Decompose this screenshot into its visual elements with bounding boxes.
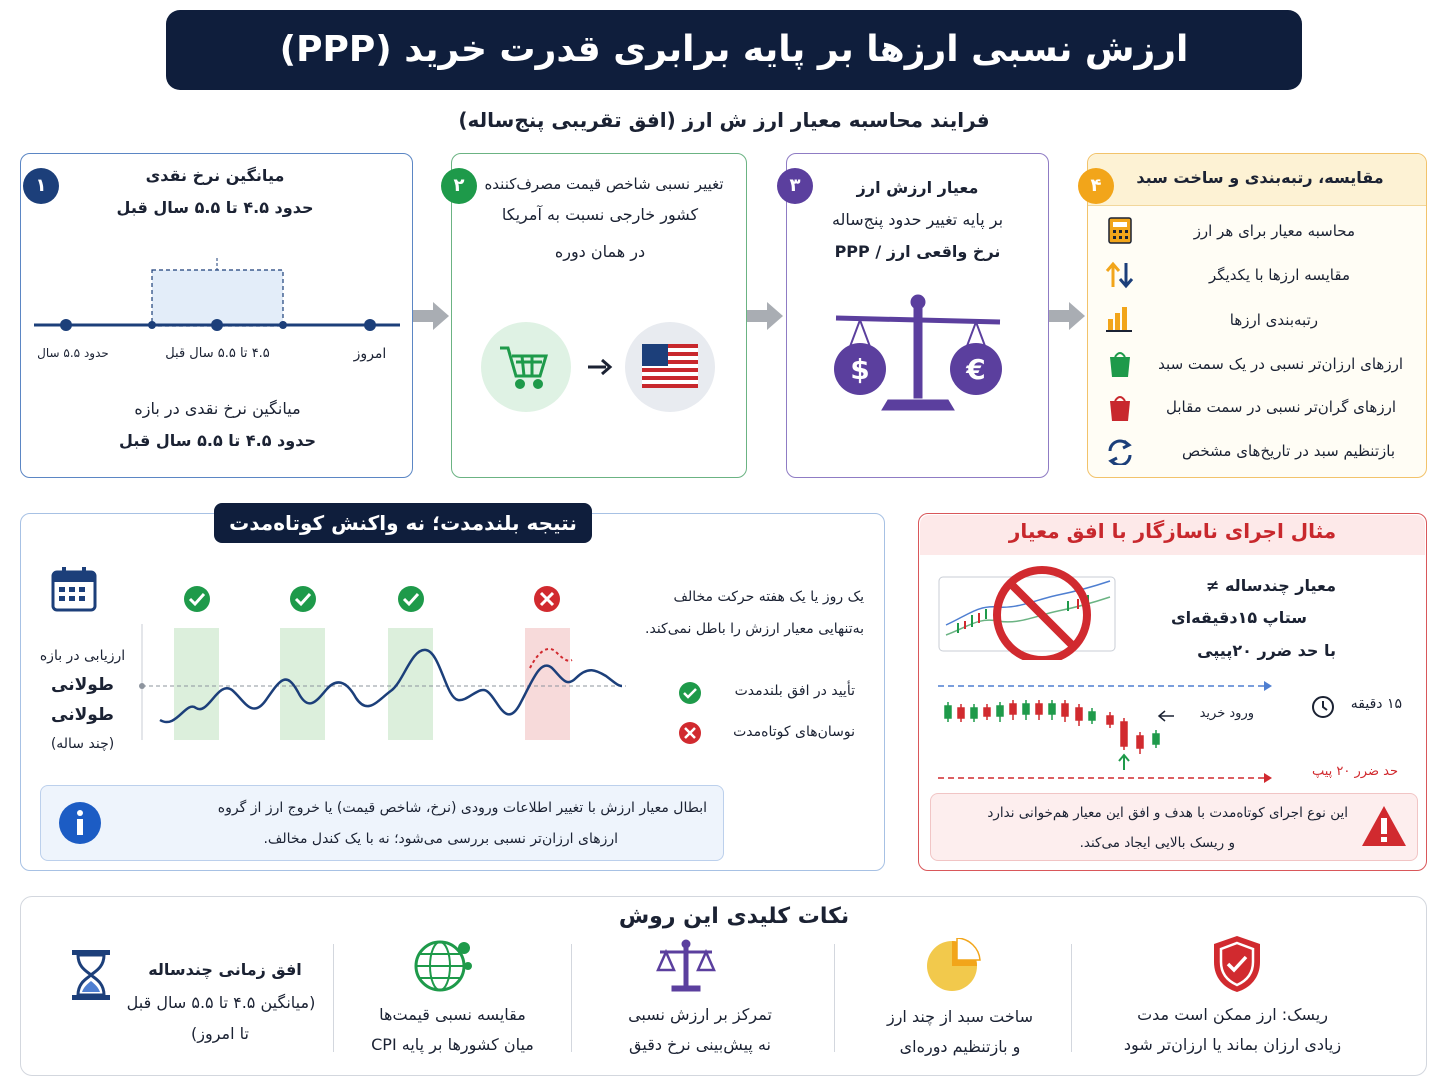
step-2-line3: در همان دوره: [554, 242, 646, 261]
step-1-subtitle: حدود ۴.۵ تا ۵.۵ سال قبل: [116, 198, 314, 217]
info-box: [40, 785, 724, 861]
separator: [834, 944, 835, 1052]
kp5-line2: زیادی ارزان بماند یا ارزان‌تر شود: [1123, 1035, 1342, 1054]
legend-noise: نوسان‌های کوتاه‌مدت: [733, 724, 855, 740]
step-4-icons: [1104, 215, 1136, 465]
eval-line4: (چند ساله): [50, 736, 115, 752]
separator: [333, 944, 334, 1052]
cross-icon: [534, 586, 560, 612]
mismatch-line1: معیار چندساله ≠: [1206, 576, 1336, 595]
forbidden-chart-graphic: [938, 565, 1118, 660]
step-1-bottom-line1: میانگین نرخ نقدی در بازه: [134, 399, 301, 418]
process-subtitle: فرایند محاسبه معیار ارز ش ارز (افق تقریبی پنج‌ساله): [458, 108, 990, 132]
kp2-line1: مقایسه نسبی قیمت‌ها: [379, 1005, 526, 1024]
timeline-left-label: حدود ۵.۵ سال: [37, 346, 109, 360]
pie-chart-icon: [924, 938, 984, 994]
check-icon: [679, 682, 701, 704]
kp1-line3: تا امروز): [191, 1024, 249, 1043]
red-bag-icon: [1110, 397, 1130, 421]
page-title: ارزش نسبی ارزها بر پایه برابری قدرت خرید (PPP): [166, 10, 1302, 90]
kp4-line1: ساخت سبد از چند ارز: [886, 1007, 1034, 1026]
step-3-line2: بر پایه تغییر حدود پنج‌ساله: [831, 210, 1004, 229]
globe-icon: [414, 938, 474, 994]
kp1-line2: (میانگین ۴.۵ تا ۵.۵ سال قبل: [126, 993, 316, 1012]
step-3-line3: نرخ واقعی ارز / PPP: [834, 242, 1001, 261]
calendar-icon: [50, 565, 100, 615]
calculator-icon: [1109, 218, 1131, 243]
svg-text:€: €: [966, 353, 986, 386]
step-4-item-5: ارزهای گران‌تر نسبی در سمت مقابل: [1166, 398, 1396, 416]
hourglass-icon: [70, 948, 112, 1002]
step-3-number: ۳: [777, 168, 813, 204]
legend-confirm: تأیید در افق بلندمدت: [734, 683, 855, 699]
key-points-title: نکات کلیدی این روش: [618, 904, 850, 929]
candles-graphic: [938, 678, 1278, 784]
step-2-line1: تغییر نسبی شاخص قیمت مصرف‌کننده: [484, 175, 724, 193]
step-4-item-6: بازتنظیم سبد در تاریخ‌های مشخص: [1181, 442, 1395, 460]
step-4-item-1: محاسبه معیار برای هر ارز: [1193, 222, 1355, 240]
longterm-note-line1: یک روز یا یک هفته حرکت مخالف: [673, 589, 864, 605]
compare-arrows-icon: [1107, 263, 1132, 287]
kp5-line1: ریسک: ارز ممکن است مدت: [1137, 1005, 1328, 1024]
kp1-line1: افق زمانی چندساله: [148, 960, 302, 979]
entry-label: ورود خرید: [1199, 706, 1254, 721]
warning-line2: و ریسک بالایی ایجاد می‌کند.: [1079, 835, 1235, 851]
warning-icon: [1360, 804, 1408, 848]
longterm-tag: نتیجه بلندمدت؛ نه واکنش کوتاه‌مدت: [214, 503, 592, 543]
eval-line3: طولانی: [51, 705, 114, 725]
green-bag-icon: [1110, 353, 1130, 377]
scale-currency-graphic: [826, 292, 1011, 420]
kp4-line2: و بازتنظیم دوره‌ای: [899, 1037, 1021, 1056]
step-4-item-2: مقایسه ارزها با یکدیگر: [1208, 266, 1350, 284]
step-1-title: میانگین نرخ نقدی: [145, 166, 285, 185]
info-line2: ارزهای ارزان‌تر نسبی بررسی می‌شود؛ نه با یک کندل مخالف.: [263, 831, 618, 847]
timeframe-label: ۱۵ دقیقه: [1350, 696, 1402, 712]
step-3-line1: معیار ارزش ارز: [856, 178, 979, 197]
mismatch-line2: ستاپ ۱۵دقیقه‌ای: [1170, 608, 1308, 627]
eval-line2: طولانی: [51, 675, 114, 695]
eval-line1: ارزیابی در بازه: [39, 648, 126, 664]
step-1-bottom-line2: حدود ۴.۵ تا ۵.۵ سال قبل: [119, 431, 316, 450]
step-arrow-2-stem: [747, 310, 769, 322]
info-icon: [58, 801, 102, 845]
longterm-note-line2: به‌تنهایی معیار ارزش را باطل نمی‌کند.: [645, 621, 864, 637]
step-arrow-3-stem: [1049, 310, 1071, 322]
bar-chart-icon: [1106, 307, 1132, 332]
refresh-icon: [1110, 441, 1130, 465]
clock-icon: [1310, 694, 1336, 720]
longterm-wave-graphic: [136, 580, 636, 750]
separator: [1071, 944, 1072, 1052]
step-4-number: ۴: [1078, 168, 1114, 204]
step-arrow-3: [1069, 302, 1085, 330]
cart-to-usa-graphic: [480, 320, 720, 415]
step-4-title: مقایسه، رتبه‌بندی و ساخت سبد: [1136, 168, 1384, 187]
step-4-item-4: ارزهای ارزان‌تر نسبی در یک سمت سبد: [1158, 355, 1403, 373]
step-arrow-2: [767, 302, 783, 330]
check-icon: [184, 586, 210, 612]
check-icon: [290, 586, 316, 612]
separator: [571, 944, 572, 1052]
svg-text:$: $: [850, 353, 870, 386]
kp3-line2: نه پیش‌بینی نرخ دقیق: [629, 1035, 771, 1054]
kp2-line2: میان کشورها بر پایه CPI: [371, 1035, 534, 1054]
shield-icon: [1210, 934, 1264, 994]
scale-icon: [654, 938, 718, 994]
cross-icon: [679, 722, 701, 744]
timeline-mid-label: ۴.۵ تا ۵.۵ سال قبل: [165, 346, 270, 361]
check-icon: [398, 586, 424, 612]
step-2-line2: کشور خارجی نسبت به آمریکا: [501, 205, 699, 224]
kp3-line1: تمرکز بر ارزش نسبی: [628, 1005, 772, 1024]
legend-icons: [677, 680, 703, 746]
step-2-number: ۲: [441, 168, 477, 204]
step-1-number: ۱: [23, 168, 59, 204]
step-arrow-1: [433, 302, 449, 330]
step-arrow-1-stem: [413, 310, 435, 322]
mismatch-title: مثال اجرای ناسازگار با افق معیار: [1008, 519, 1337, 543]
info-line1: ابطال معیار ارزش با تغییر اطلاعات ورودی (نرخ، شاخص قیمت) یا خروج ارز از گروه: [217, 800, 707, 816]
stop-loss-label: حد ضرر ۲۰ پیپ: [1311, 764, 1398, 779]
timeline-right-label: امروز: [353, 346, 387, 362]
step-4-item-3: رتبه‌بندی ارزها: [1229, 311, 1318, 329]
mismatch-line3: با حد ضرر ۲۰پیپی: [1197, 641, 1336, 660]
usa-flag-icon: [642, 344, 698, 388]
warning-line1: این نوع اجرای کوتاه‌مدت با هدف و افق این معیار هم‌خوانی ندارد: [987, 805, 1348, 821]
